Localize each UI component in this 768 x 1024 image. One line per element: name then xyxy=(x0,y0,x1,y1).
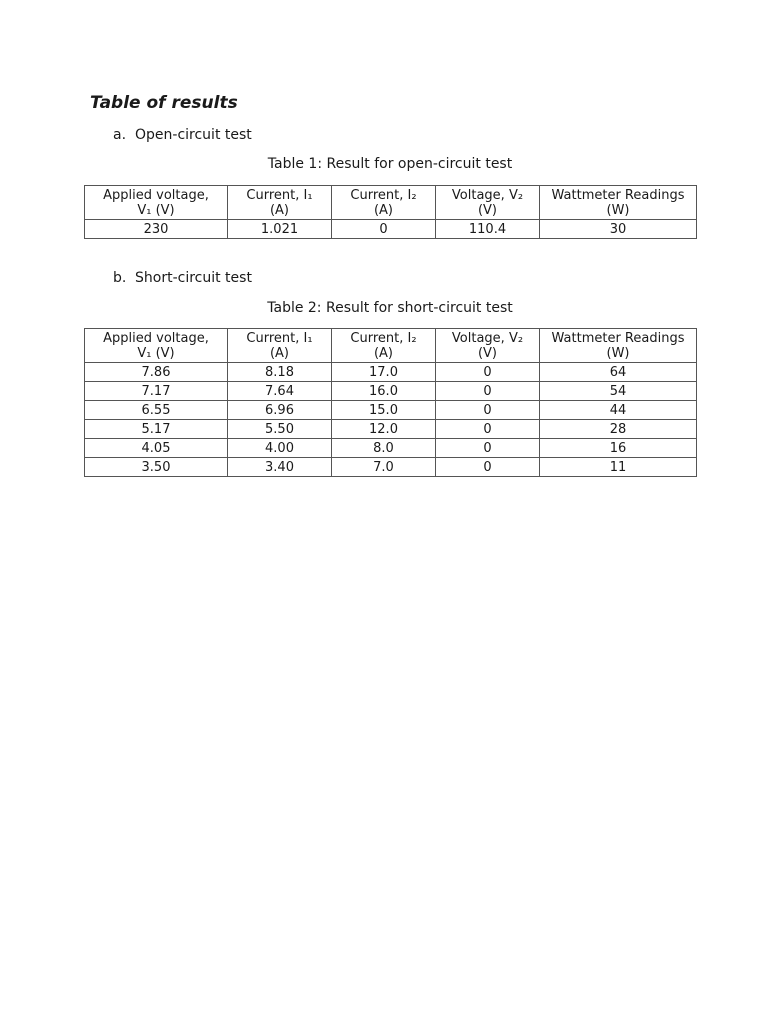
table-header-row xyxy=(85,329,697,363)
table-cell: 11 xyxy=(540,458,697,477)
table-cell: 16.0 xyxy=(332,382,436,401)
column-header-current-i1: Current, I₁ (A) xyxy=(228,329,332,363)
table-header-row xyxy=(85,186,697,220)
table-cell: 28 xyxy=(540,420,697,439)
table-row xyxy=(85,439,697,458)
table-caption-open-circuit: Table 1: Result for open-circuit test xyxy=(267,156,513,172)
table-cell: 0 xyxy=(332,220,436,239)
table-cell: 4.00 xyxy=(228,439,332,458)
table-cell: 30 xyxy=(540,220,697,239)
column-header-current-i1: Current, I₁ (A) xyxy=(228,186,332,220)
table-cell: 64 xyxy=(540,363,697,382)
short-circuit-table xyxy=(84,328,697,477)
column-header-voltage-v2: Voltage, V₂ (V) xyxy=(436,329,540,363)
table-cell: 0 xyxy=(436,363,540,382)
table-row xyxy=(85,401,697,420)
table-cell: 3.50 xyxy=(85,458,228,477)
table-cell: 8.18 xyxy=(228,363,332,382)
column-header-wattmeter: Wattmeter Readings (W) xyxy=(540,186,697,220)
table-cell: 6.55 xyxy=(85,401,228,420)
table-cell: 5.50 xyxy=(228,420,332,439)
column-header-current-i2: Current, I₂ (A) xyxy=(332,329,436,363)
table-cell: 8.0 xyxy=(332,439,436,458)
section-marker: a. xyxy=(113,127,127,143)
table-cell: 110.4 xyxy=(436,220,540,239)
table-cell: 1.021 xyxy=(228,220,332,239)
table-cell: 15.0 xyxy=(332,401,436,420)
table-cell: 0 xyxy=(436,458,540,477)
table-row xyxy=(85,458,697,477)
column-header-applied-voltage: Applied voltage, V₁ (V) xyxy=(85,186,228,220)
column-header-applied-voltage: Applied voltage, V₁ (V) xyxy=(85,329,228,363)
table-row xyxy=(85,420,697,439)
table-cell: 7.17 xyxy=(85,382,228,401)
table-caption-short-circuit: Table 2: Result for short-circuit test xyxy=(267,300,513,316)
open-circuit-table xyxy=(84,185,697,239)
table-row xyxy=(85,220,697,239)
table-cell: 12.0 xyxy=(332,420,436,439)
table-row xyxy=(85,363,697,382)
section-label-text: Open-circuit test xyxy=(135,127,252,143)
table-row xyxy=(85,382,697,401)
table-cell: 7.0 xyxy=(332,458,436,477)
table-cell: 17.0 xyxy=(332,363,436,382)
table-cell: 7.86 xyxy=(85,363,228,382)
table-cell: 3.40 xyxy=(228,458,332,477)
table-cell: 5.17 xyxy=(85,420,228,439)
table-cell: 0 xyxy=(436,382,540,401)
table-cell: 44 xyxy=(540,401,697,420)
table-cell: 6.96 xyxy=(228,401,332,420)
table-cell: 0 xyxy=(436,401,540,420)
table-cell: 4.05 xyxy=(85,439,228,458)
table-cell: 7.64 xyxy=(228,382,332,401)
column-header-wattmeter: Wattmeter Readings (W) xyxy=(540,329,697,363)
section-label-text: Short-circuit test xyxy=(135,270,252,286)
table-cell: 54 xyxy=(540,382,697,401)
table-cell: 16 xyxy=(540,439,697,458)
section-label-short-circuit xyxy=(113,269,252,287)
table-cell: 0 xyxy=(436,420,540,439)
table-cell: 0 xyxy=(436,439,540,458)
table-cell: 230 xyxy=(85,220,228,239)
section-marker: b. xyxy=(113,270,127,286)
page-title: Table of results xyxy=(90,93,238,113)
section-label-open-circuit xyxy=(113,126,252,144)
column-header-voltage-v2: Voltage, V₂ (V) xyxy=(436,186,540,220)
column-header-current-i2: Current, I₂ (A) xyxy=(332,186,436,220)
